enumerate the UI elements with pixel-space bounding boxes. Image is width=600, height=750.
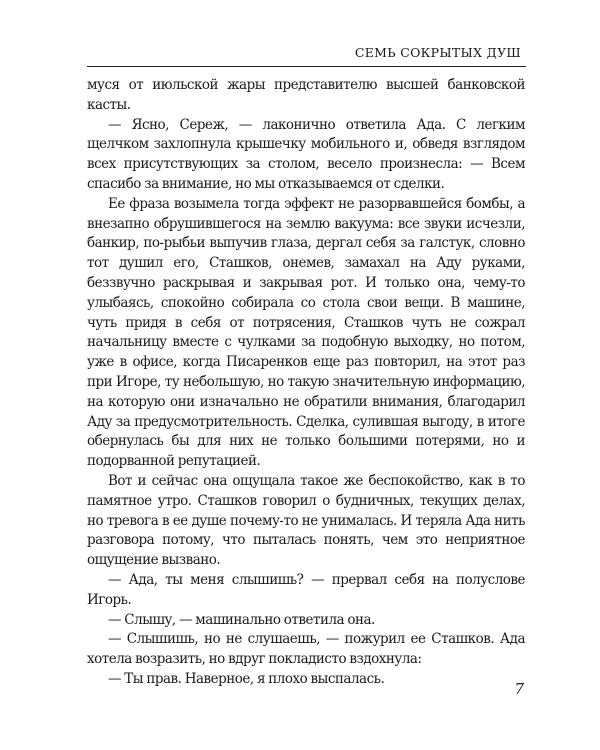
paragraph-dialogue-ada-answer: — Слышу, — машинально ответила она. [108,611,375,628]
paragraph-dialogue-ada-reply: — Ясно, Сереж, — лаконично ответила Ада. С легким щелчком захлопнула крышечку мобильного и, обведя взглядом всех присутствующих за столом, весело произнесла: — Всем спасибо за внимание, но мы отказываемся от сделки. [87,116,525,192]
paragraph-bomb-effect: Ее фраза возымела тогда эффект не разорвавшейся бомбы, а внезапно обрушившегося на землю вакуума: все звуки исчезли, банкир, по-рыбьи выпучив глаза, дергал себя за галстук, словно тот душил его, Сташков, онемев, замахал на Аду руками, беззвучно раскрывая и закрывая рот. И только она, чему-то улыбаясь, спокойно собирала со стола свои вещи. В машине, чуть придя в себя от потрясения, Сташков чуть не сожрал начальницу вместе с чулками за подобную выходку, но потом, уже в офисе, когда Писаренков еще раз повторил, на этот раз при Игоре, ту небольшую, но такую значительную информацию, на которую они изначально не обратили внимания, благодарил Аду за предусмотрительность. Сделка, сулившая выгоду, в итоге обернулась бы для них не только большими потерями, но и подорванной репутацией. [87,195,525,470]
header-divider [87,66,526,67]
paragraph-continuation: муся от июльской жары представителю высшей банковской касты. [87,77,525,113]
paragraph-anxiety: Вот и сейчас она ощущала такое же беспокойство, как в то памятное утро. Сташков говорил о будничных, текущих делах, но тревога в ее душе почему-то не унималась. И теряла Ада нить разговора потому, что пыталась понять, чем это неприятное ощущение вызвано. [87,472,525,569]
paragraph-dialogue-igor-question: — Ада, ты меня слышишь? — прервал себя на полуслове Игорь. [87,571,525,608]
paragraph-dialogue-ada-final: — Ты прав. Наверное, я плохо выспалась. [108,670,385,687]
paragraph-dialogue-stashkov: — Слышишь, но не слушаешь, — пожурил ее Сташков. Ада хотела возразить, но вдруг покладисто вздохнула: [87,631,525,668]
running-header-title: СЕМЬ СОКРЫТЫХ ДУШ [354,45,521,60]
page-body-text [87,76,525,690]
page-number: 7 [514,680,524,698]
